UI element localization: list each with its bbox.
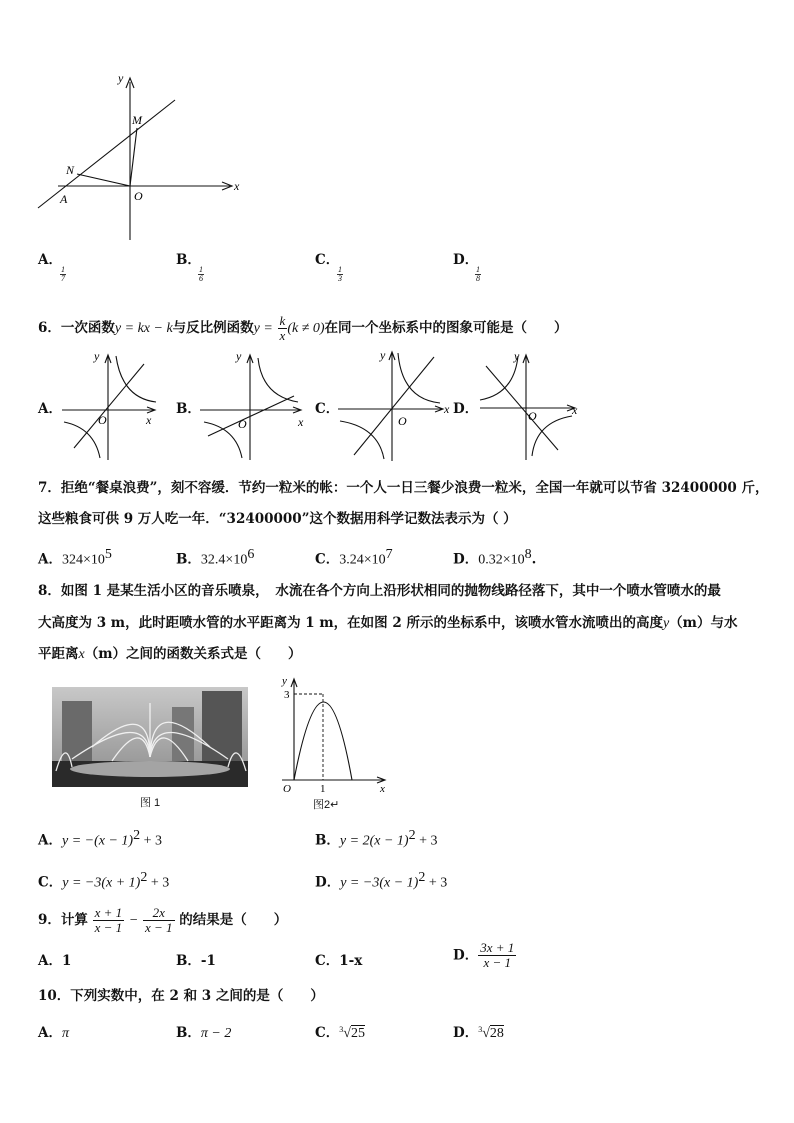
q9-option-d[interactable]: D． $\frac{3x + 1}{x - 1}$ <box>453 940 515 970</box>
q6-b-hyperbola-lower <box>204 422 242 458</box>
q8-stem-line2: 大高度为 3 m，此时距喷水管的水平距离为 1 m，在如图 2 所示的坐标系中，该喷水管水流喷出的高度y（m）与水 <box>38 615 738 631</box>
q6-d-hyperbola-upper-left <box>480 356 518 400</box>
q5-option-c-fraction: 1 3 <box>338 265 342 283</box>
q6-option-b[interactable]: B． <box>176 401 201 417</box>
q5-option-b-fraction: 1 6 <box>199 265 203 283</box>
q6-a-hyperbola-upper <box>116 356 156 402</box>
q5-label-m: M <box>132 113 142 127</box>
q7-option-a[interactable]: A．$324\times 10^5$ <box>38 547 112 568</box>
q7-stem-line2: 这些粮食可供 9 万人吃一年．“32400000”这个数据用科学记数法表示为（ ） <box>38 511 517 527</box>
q6-a-hyperbola-lower <box>64 422 100 458</box>
q8-option-a[interactable]: A．$y = -(x - 1)^2 + 3$ <box>38 828 162 849</box>
q5-segment-om <box>130 128 137 186</box>
q5-label-n: N <box>66 163 75 177</box>
q6-option-d[interactable]: D． <box>453 401 479 417</box>
q5-option-a-fraction: 1 7 <box>61 265 65 283</box>
q7-stem-line1: 7．拒绝“餐桌浪费”，刻不容缓．节约一粒米的帐：一个人一日三餐少浪费一粒米，全国一年就可以节省 32400000 斤， <box>38 480 769 496</box>
q10-stem: 10．下列实数中，在 2 和 3 之间的是（ ） <box>38 988 324 1004</box>
svg-text:x: x <box>146 413 152 427</box>
q6-func1: y = kx − k <box>114 321 173 336</box>
svg-text:x: x <box>444 402 450 416</box>
q8-fountain-photo <box>52 687 248 787</box>
q8-parabola-graph <box>276 672 396 794</box>
svg-text:x: x <box>298 415 304 429</box>
q7-option-d[interactable]: D．$0.32\times 10^8$. <box>453 547 537 568</box>
q5-label-y: y <box>118 71 124 85</box>
svg-text:O: O <box>98 413 107 427</box>
q6-c-hyperbola-upper <box>398 353 440 403</box>
svg-text:x: x <box>572 403 578 417</box>
svg-text:O: O <box>238 417 247 431</box>
svg-text:1: 1 <box>320 783 326 794</box>
svg-text:O: O <box>528 409 537 423</box>
q6-b-hyperbola-upper <box>258 358 298 402</box>
q5-option-d-fraction: 1 8 <box>476 265 480 283</box>
q5-label-x: x <box>234 179 240 193</box>
q7-option-b[interactable]: B．$32.4\times 10^6$ <box>176 547 255 568</box>
q5-option-b[interactable]: B． <box>176 252 201 268</box>
q6-stem: 6．一次函数y = kx − k与反比例函数y = $\frac{k}{x}$ (k ≠ 0)在同一个坐标系中的图象可能是（ ） <box>38 313 568 343</box>
q5-segment-on <box>77 174 130 186</box>
q9-option-b[interactable]: B．-1 <box>176 953 216 969</box>
svg-text:3: 3 <box>284 689 290 701</box>
svg-text:y: y <box>94 350 100 363</box>
q9-option-c[interactable]: C．1-x <box>315 953 363 969</box>
q5-option-c[interactable]: C． <box>315 252 340 268</box>
q10-option-a[interactable]: A．π <box>38 1025 69 1041</box>
q6-option-c[interactable]: C． <box>315 401 340 417</box>
q8-fig2-caption: 图2↵ <box>313 799 340 811</box>
q6-graph-d[interactable] <box>476 350 586 462</box>
svg-text:y: y <box>380 348 386 362</box>
q6-graph-c[interactable] <box>336 345 454 463</box>
q5-label-o: O <box>134 189 143 203</box>
q8-option-b[interactable]: B．$y = 2(x - 1)^2 + 3$ <box>315 828 438 849</box>
q9-option-a[interactable]: A．1 <box>38 953 72 969</box>
q10-option-c[interactable]: C． 3 √25 <box>315 1025 365 1041</box>
svg-text:x: x <box>380 783 385 794</box>
q5-option-d[interactable]: D． <box>453 252 479 268</box>
q10-option-d[interactable]: D． 3 √28 <box>453 1025 504 1041</box>
q8-option-d[interactable]: D．$y = -3(x - 1)^2 + 3$ <box>315 870 448 891</box>
q5-label-a: A <box>60 192 68 206</box>
q8-fig1-caption: 图 1 <box>140 797 161 809</box>
svg-text:y: y <box>514 350 520 363</box>
q5-line-am <box>38 100 175 208</box>
q6-b-line <box>208 396 294 436</box>
q6-a-line <box>74 364 144 448</box>
svg-text:y: y <box>282 675 287 687</box>
q5-option-a[interactable]: A． <box>38 252 62 268</box>
q8-option-c[interactable]: C．$y = -3(x + 1)^2 + 3$ <box>38 870 170 891</box>
q6-graph-b[interactable] <box>198 350 310 462</box>
q6-d-hyperbola-lower-right <box>532 416 572 456</box>
svg-text:O: O <box>398 414 407 428</box>
svg-text:O: O <box>283 783 291 794</box>
q6-c-line <box>354 357 434 455</box>
q6-graph-a[interactable] <box>60 350 165 462</box>
svg-text:y: y <box>236 350 242 363</box>
q8-stem-line1: 8．如图 1 是某生活小区的音乐喷泉， 水流在各个方向上沿形状相同的抛物线路径落下，其中一个喷水管喷水的最 <box>38 583 721 599</box>
q6-option-a[interactable]: A． <box>38 401 62 417</box>
q7-option-c[interactable]: C．$3.24\times 10^7$ <box>315 547 393 568</box>
q10-option-b[interactable]: B．π − 2 <box>176 1025 232 1041</box>
q5-figure <box>30 70 245 245</box>
q9-stem: 9．计算 $\frac{x + 1}{x - 1}$ − $\frac{2x}{x - 1}$ 的结果是（ ） <box>38 905 288 935</box>
q8-stem-line3: 平距离x（m）之间的函数关系式是（ ） <box>38 646 302 662</box>
